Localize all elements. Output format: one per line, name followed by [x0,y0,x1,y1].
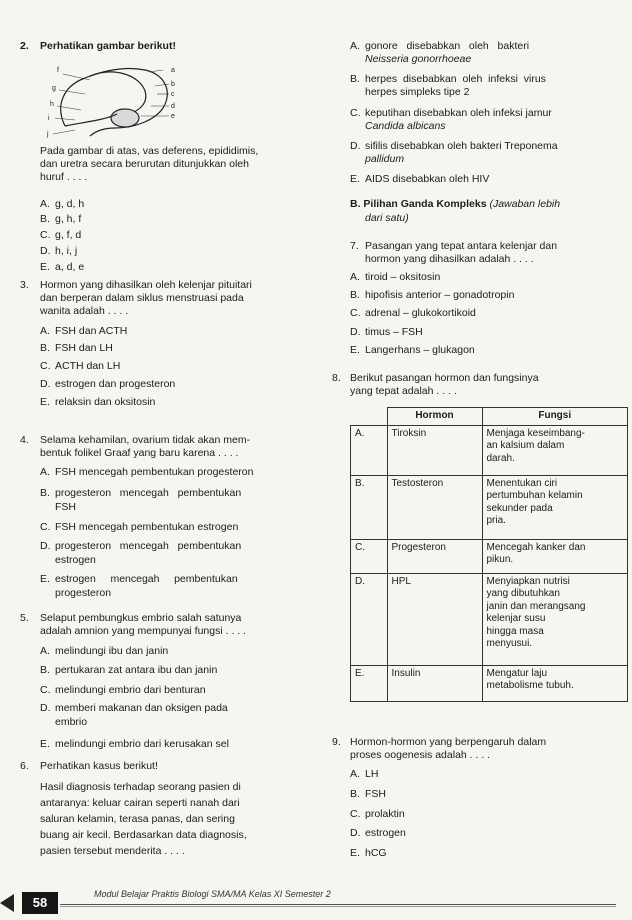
prompt-line: hormon yang dihasilkan adalah . . . . [365,253,534,266]
table-cell [482,475,628,539]
table-row[interactable] [351,539,628,573]
cell-line: menyusui. [486,638,533,649]
table-cell: Tiroksin [387,425,482,475]
footer-title: Modul Belajar Praktis Biologi SMA/MA Kelas XI Semester 2 [94,889,331,899]
diagram-label-d: d [171,103,175,110]
question-number: 5. [20,612,29,624]
prompt-line: Pasangan yang tepat antara kelenjar dan [365,240,558,252]
table-row[interactable] [351,573,628,665]
case-text [40,779,310,859]
table-cell: Testosteron [387,475,482,539]
question-9-prompt [350,736,630,762]
diagram-testis [111,109,139,127]
caption-line: huruf . . . . [40,171,88,184]
table-cell: Progesteron [387,539,482,573]
diagram-label-b: b [171,81,175,88]
prompt-line: dan berperan dalam siklus menstruasi pada [40,292,244,305]
case-line: pasien tersebut menderita . . . . [40,845,185,857]
cell-line: sekunder pada [486,502,553,514]
prompt-line: Hormon-hormon yang berpengaruh dalam [350,736,547,748]
prompt-line: Berikut pasangan hormon dan fungsinya [350,372,539,384]
diagram-label-a: a [171,67,175,74]
cell-line: metabolisme tubuh. [486,680,574,691]
diagram-label-g: g [52,85,56,92]
prompt-line: yang tepat adalah . . . . [350,385,457,398]
table-cell: D. [351,573,388,665]
cell-line: Menentukan ciri [486,477,558,489]
prompt-line: Selama kehamilan, ovarium tidak akan mem- [40,434,251,446]
table-cell: E. [351,665,388,701]
caption-line: dan uretra secara berurutan ditunjukkan oleh [40,158,249,171]
diagram-label-j: j [47,131,49,138]
question-7-number: 7. [350,240,359,252]
prompt-line: adalah amnion yang mempunyai fungsi . . . . [40,625,247,638]
section-title: B. Pilihan Ganda Kompleks [350,198,487,210]
cell-line: darah. [486,452,515,464]
cell-line: Mengatur laju [486,667,548,679]
hormone-table [350,407,628,702]
question-8-number: 8. [332,372,341,384]
question-number: 4. [20,434,29,446]
table-row[interactable] [351,665,628,701]
question-9-number: 9. [332,736,341,748]
question-caption [40,145,310,184]
male-reproductive-diagram [45,56,185,142]
case-line: antaranya: keluar cairan seperti nanah dari [40,797,240,809]
prompt-line: Selaput pembungkus embrio salah satunya [40,612,242,624]
table-cell: B. [351,475,388,539]
cell-line: yang dibutuhkan [486,588,560,599]
question-prompt: Perhatikan kasus berikut! [40,760,158,772]
prompt-line: bentuk folikel Graaf yang baru karena . . . . [40,447,239,460]
cell-line: Menjaga keseimbang- [486,427,585,439]
question-number: 2. [20,40,29,52]
table-cell: C. [351,539,388,573]
diagram-label-e: e [171,113,175,120]
cell-line: Mencegah kanker dan [486,541,586,553]
case-line: buang air kecil. Berdasarkan data diagnosis, [40,829,247,841]
diagram-label-h: h [50,101,54,108]
diagram-label-f: f [57,67,59,74]
diagram-label-c: c [171,91,175,98]
diagram-label-i: i [48,115,50,122]
question-prompt: Perhatikan gambar berikut! [40,40,176,52]
table-cell: Insulin [387,665,482,701]
table-header-row [351,408,628,426]
question-8-prompt [350,372,627,398]
section-note-2: dari satu) [365,212,409,224]
table-cell [482,539,628,573]
diagram-outline [61,68,168,136]
table-cell [482,425,628,475]
question-prompt [40,434,320,460]
table-header-blank [351,408,388,426]
question-number: 3. [20,279,29,291]
prompt-line: wanita adalah . . . . [40,305,129,318]
section-b-heading [350,198,560,211]
case-line: Hasil diagnosis terhadap seorang pasien di [40,781,241,793]
cell-line: hingga masa [486,625,544,637]
table-row[interactable] [351,475,628,539]
prompt-line: Hormon yang dihasilkan oleh kelenjar pituitari [40,279,252,291]
case-line: saluran kelamin, terasa panas, dan sering [40,813,235,825]
question-prompt [40,279,320,318]
question-7-prompt [365,240,627,266]
cell-line: pria. [486,515,506,526]
cell-line: kelenjar susu [486,613,546,624]
cell-line: an kalsium dalam [486,440,565,451]
table-cell: HPL [387,573,482,665]
table-header: Fungsi [482,408,628,426]
cell-line: pertumbuhan kelamin [486,490,583,501]
question-prompt [40,612,320,638]
table-cell [482,573,628,665]
footer-divider [60,904,616,905]
footer-divider [60,906,616,907]
caption-line: Pada gambar di atas, vas deferens, epididimis, [40,145,259,157]
page-arrow-icon [0,894,14,912]
table-cell: A. [351,425,388,475]
question-number: 6. [20,760,29,772]
table-header: Hormon [387,408,482,426]
table-cell [482,665,628,701]
prompt-line: proses oogenesis adalah . . . . [350,749,491,762]
page-number: 58 [22,892,58,914]
cell-line: janin dan merangsang [486,600,586,612]
cell-line: pikun. [486,554,514,565]
section-note: (Jawaban lebih [489,198,561,210]
table-row[interactable] [351,425,628,475]
diagram-duct [90,72,146,114]
cell-line: Menyiapkan nutrisi [486,575,570,587]
